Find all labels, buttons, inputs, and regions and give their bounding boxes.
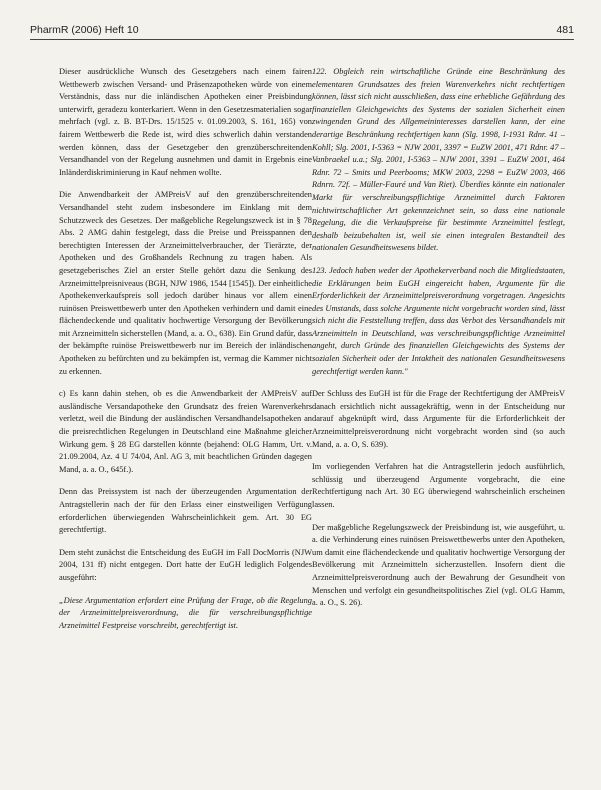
paragraph: Dem steht zunächst die Entscheidung des EuGH im Fall DocMorris (NJW 2004, 131 ff) nicht entgegen. Dort hatte der EuGH lediglich Folgendes ausgeführt: (59, 547, 312, 582)
paragraph: Im vorliegenden Verfahren hat die Antragstellerin jedoch ausführlich, schlüssig und überzeugend Argumente vorgebracht, die eine Rechtfertigung nach Art. 30 EG überwiegend wahrscheinlich erscheinen lassen. (312, 462, 565, 509)
paragraph: Dieser ausdrückliche Wunsch des Gesetzgebers nach einem fairen Wettbewerb zwischen Versand- und Präsenzapotheken würde von einem Verständnis, dass nur die inländischen Apotheken einer Preisbindung unterwirft, geradezu konterkariert. Wenn in den Gesetzesmaterialien sogar mehrfach (vgl. z. B. BT-Drs. 15/1525 v. 01.09.2003, S. 161, 165) von fairem Wettbewerb die Rede ist, wird dies schwerlich dahin verstanden werden können, dass der Gesetzgeber den grenzüberschreitenden Versandhandel von der Regelung ausnehmen und damit in Ergebnis eine Inländerdiskriminierung in Kauf nehmen wollte. (59, 67, 312, 177)
journal-title: PharmR (2006) Heft 10 (30, 24, 139, 36)
left-column (59, 66, 312, 642)
paragraph: Der Schluss des EuGH ist für die Frage der Rechtfertigung der AMPreisV danach ersichtlich nicht aussagekräftig, wenn in der Entscheidung nur darauf abgeknüpft wird, dass Argumente für die Erforderlichkeit der Arzneimittelpreisverordnung nicht vorgebracht worden sind (so auch Mand, a. a. O, S. 639). (312, 389, 565, 449)
page-number: 481 (556, 24, 574, 36)
quote-paragraph-122: 122. Obgleich rein wirtschaftliche Gründe eine Beschränkung des elementaren Grundsatzes des freien Warenverkehrs nicht rechtfertigen können, lässt sich nicht ausschließen, dass eine erhebliche Gefährdung des finanziellen Gleichgewichts des Systems der sozialen Sicherheit einen zwingenden Grund des Allgemeininteresses darstellen kann, der eine derartige Beschränkung rechtfertigen kann (Slg. 1998, I-1931 Rdnr. 41 – Kohll; Slg. 2001, I-5363 = NJW 2001, 3397 = EuZW 2001, 471 Rdnr. 47 – Vanbraekel u.a.; Slg. 2001, I-5363 – NJW 2001, 3391 – EuZW 2001, 464 Rdnr. 72 – Smits und Peerbooms; MKW 2003, 2298 = EuZW 2003, 466 Rdnrn. 72f. – Müller-Fauré und Van Riet). Überdies könnte ein nationaler Markt für verschreibungspflichtige Arzneimittel durch Faktoren nichtwirtschaftlicher Art gekennzeichnet sein, so dass eine nationale Regelung, die die Verkaufspreise für bestimmte Arzneimittel festlegt, deshalb beizubehalten ist, weil sie einen integralen Bestandteil des nationalen Gesundheitswesens bildet. (312, 67, 565, 253)
running-header (30, 17, 574, 40)
right-column (312, 66, 565, 620)
paragraph: Denn das Preissystem ist nach der überzeugenden Argumentation der Antragstellerin nach der für den Erlass einer einstweiligen Verfügung erforderlichen überwiegenden Wahrscheinlichkeit gem. Art. 30 EG gerechtfertigt. (59, 487, 312, 535)
quote-paragraph-123: 123. Jedoch haben weder der Apothekerverband noch die Mitgliedstaaten, die Erklärungen beim EuGH eingereicht haben, Argumente für die Erforderlichkeit der Arzneimittelpreisverordnung vorgetragen. Angesichts des Umstands, dass solche Argumente nicht vorgebracht worden sind, lässt sich nicht die Feststellung treffen, dass das Verbot des Versandhandels mit Arzneimitteln in Deutschland, was verschreibungspflichtige Arzneimittel angeht, durch Gründe des finanziellen Gleichgewichts des Systems der sozialen Sicherheit oder der Intaktheit des nationalen Gesundheitswesens gerechtfertigt werden kann." (312, 265, 565, 376)
quote-paragraph: „Diese Argumentation erfordert eine Prüfung der Frage, ob die Regelung der Arzneimittelpreisverordnung, die für verschreibungspflichtige Arzneimittel Festpreise vorschreibt, gerechtfertigt ist. (59, 595, 312, 630)
paragraph: Der maßgebliche Regelungszweck der Preisbindung ist, wie ausgeführt, u. a. die Verhinderung eines ruinösen Preiswettbewerbs unter den Apotheken, um damit eine flächendeckende und qualitativ hochwertige Versorgung der Bevölkerung mit Arzneimitteln sicherzustellen. Insofern dient die Arzneimittelpreisverordnung auch der Bewahrung der Gesundheit von Menschen und verfolgt ein gesundheitspolitisches Ziel (vgl. OLG Hamm, a. a. O., S. 26). (312, 522, 565, 608)
paragraph: c) Es kann dahin stehen, ob es die Anwendbarkeit der AMPreisV auf ausländische Versandapotheke den Grundsatz des freien Warenverkehrs verletzt, weil die Bindung der ausländischen Versandhandelsapotheken an die preisrechtlichen Regelungen in Deutschland eine Maßnahme gleicher Wirkung gem. § 28 EG darstellen könnte (bejahend: OLG Hamm, Urt. v. 21.09.2004, Az. 4 U 74/04, Anl. AG 3, mit beachtlichen Gründen dagegen Mand, a. a. O., 645f.). (59, 389, 312, 474)
paragraph: Die Anwendbarkeit der AMPreisV auf den grenzüberschreitenden Versandhandel steht zudem insbesondere im Einklang mit dem Schutzzweck des Gesetzes. Der maßgebliche Regelungszweck ist in § 78 Abs. 2 AMG dahin festgelegt, dass die Preise und Preisspannen den berechtigten Interessen der Arzneimittelverbraucher, der Tierärzte, der Apotheken und des Großhandels Rechnung zu tragen haben. Als gesetzgeberisches Ziel an erster Stelle gehört dazu die Senkung des Arzneimittelpreisniveaus (BGH, NJW 1986, 1544 [1545]). Der einheitliche Apothekenverkaufspreis soll jedoch darüber hinaus vor allem einen ruinösen Preiswettbewerb unter den Apotheken verhindern und damit eine flächendeckende und qualitativ hochwertige Versorgung der Bevölkerung mit Arzneimitteln sicherstellen (Mand, a. a. O., 638). Ein Grund dafür, dass der bekämpfte ruinöse Preiswettbewerb nur im Bereich der inländischen Apotheken zu befürchten und zu bekämpfen ist, vermag die Kammer nicht zu erkennen. (59, 190, 312, 376)
